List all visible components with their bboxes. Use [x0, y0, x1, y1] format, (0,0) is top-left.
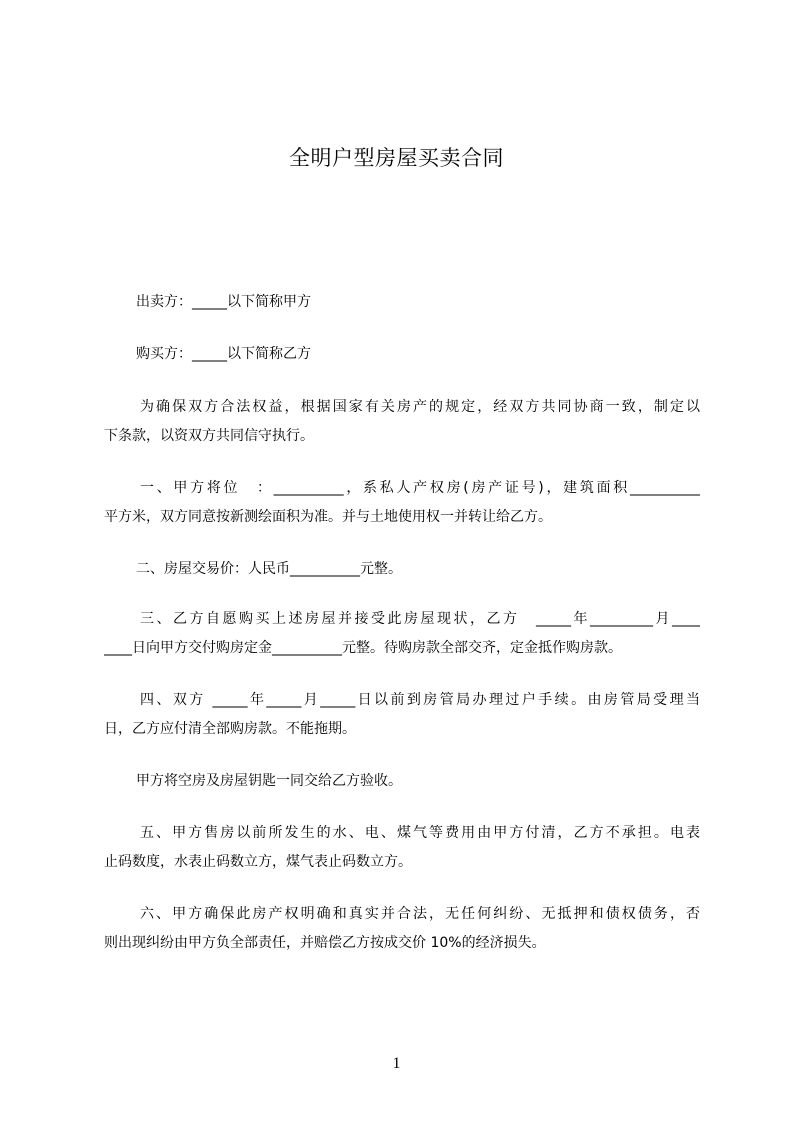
clause-3-line-2: ____日向甲方交付购房定金__________元整。待购房款全部交齐，定金抵作购房款。 [104, 640, 622, 656]
seller-line [104, 288, 700, 317]
clause-3-line-1: 三、乙方自愿购买上述房屋并接受此房屋现状，乙方 _____年_________月____ [140, 611, 700, 627]
clause-6 [104, 900, 700, 958]
clause-4-line-2: 日，乙方应付清全部购房款。不能拖期。 [104, 721, 356, 737]
page-number: 1 [392, 1055, 401, 1072]
clause-4 [104, 686, 700, 744]
clause-2 [104, 555, 700, 584]
buyer-line [104, 340, 700, 369]
clause-3 [104, 605, 700, 663]
clause-5-line-1: 五、甲方售房以前所发生的水、电、煤气等费用由甲方付清，乙方不承担。电表 [140, 825, 700, 841]
clause-6-line-1: 六、甲方确保此房产权明确和真实并合法，无任何纠纷、无抵押和债权债务，否 [140, 906, 700, 922]
handover-text: 甲方将空房及房屋钥匙一同交给乙方验收。 [136, 773, 402, 789]
document-title: 全明户型房屋买卖合同 [289, 146, 504, 170]
handover-paragraph [104, 767, 700, 796]
intro-line-1: 为确保双方合法权益，根据国家有关房产的规定，经双方共同协商一致，制定以 [140, 399, 700, 415]
clause-2-text: 二、房屋交易价：人民币__________元整。 [136, 561, 402, 577]
clause-5-line-2: 止码数度，水表止码数立方，煤气表止码数立方。 [104, 854, 412, 870]
buyer-text: 购买方：_____以下简称乙方 [136, 346, 311, 362]
seller-text: 出卖方：_____以下简称甲方 [136, 294, 311, 310]
clause-1 [104, 474, 700, 532]
intro-paragraph [104, 393, 700, 451]
clause-5 [104, 819, 700, 877]
intro-line-2: 下条款，以资双方共同信守执行。 [104, 428, 314, 444]
clause-1-line-1: 一、甲方将位 ：__________，系私人产权房(房产证号)，建筑面积__________ [140, 480, 700, 496]
clause-1-line-2: 平方米，双方同意按新测绘面积为准。并与土地使用权一并转让给乙方。 [104, 509, 552, 525]
clause-4-line-1: 四、双方 _____年_____月_____日以前到房管局办理过户手续。由房管局受理当 [140, 692, 700, 708]
clause-6-line-2: 则出现纠纷由甲方负全部责任，并赔偿乙方按成交价 10%的经济损失。 [104, 935, 546, 951]
